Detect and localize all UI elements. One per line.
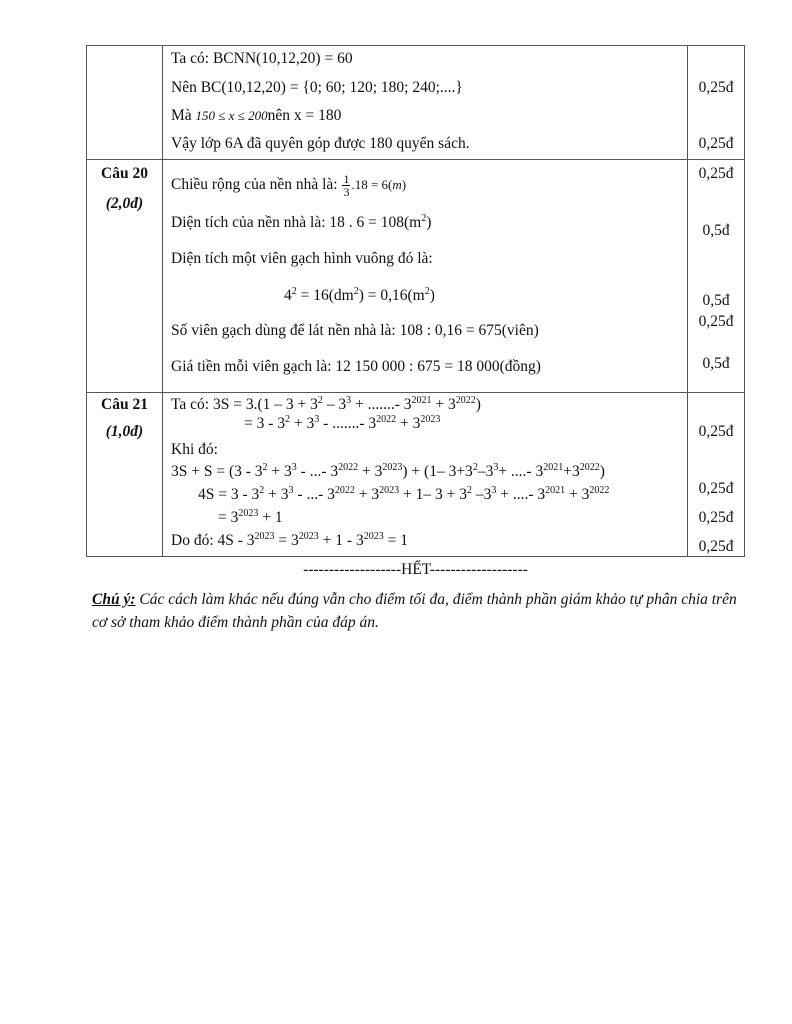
exponent: 2 [262,462,268,473]
question-21-label: Câu 21 [101,396,148,413]
r21-line-7 [171,532,408,550]
row-divider [87,392,744,393]
exponent: 2 [466,485,472,496]
end-line: -------------------HẾT------------------- [303,561,528,578]
r20-line-1: Chiều rộng của nền nhà là: $\frac{1}{3}$ .18 = 6(m) [171,172,407,199]
equation-text: + 3 [354,486,380,503]
equation-text: + 3 [290,415,315,432]
r20-line-2: Diện tích của nền nhà là: 18 . $6 = 108(m^2)$ [171,213,432,231]
equation-text: + 1 [258,509,283,526]
note-text: Các cách làm khác nếu đúng vẫn cho điểm tối đa, điểm thành phần giám khảo tự phân chia trên cơ sở tham khảo điểm thành phần của đáp án. [92,591,737,631]
r19-line-3: Mà 150 ≤ x ≤ 200nên x = 180 [171,107,342,124]
exponent: 3 [291,462,297,473]
r21-score-4: 0,25đ [698,538,734,555]
note-label: Chú ý: [92,591,136,608]
exponent: 3 [314,414,320,425]
exponent: 2023 [379,485,400,496]
equation-text: - ...- 3 [296,463,339,480]
r21-line-4 [171,463,605,481]
exponent: 2022 [338,462,359,473]
r19-score-2: 0,25đ [698,135,734,152]
exponent: 2022 [579,462,600,473]
equation-text: ) [599,463,605,480]
exponent: 3 [346,395,352,406]
r21-line-5 [198,486,609,504]
exponent: 2023 [254,531,275,542]
r20-score-5: 0,5đ [702,355,730,372]
r20-line-5: Số viên gạch dùng để lát nền nhà là: 108 : 0,16 = 675(viên) [171,322,539,339]
equation-text: = 3 [218,509,239,526]
column-divider [162,46,163,556]
exponent: 2 [285,414,291,425]
equation-text: – 3 [322,396,347,413]
r20-line-4: $4^2 = 16(dm^2) = 0,16(m^2)$ [284,286,435,304]
equation-text: - .......- 3 [319,415,377,432]
equation-text: = 3 [274,532,299,549]
question-20-label: Câu 20 [101,165,148,182]
r20-score-3: 0,5đ [702,292,730,309]
exponent: 2 [259,485,265,496]
equation-text: + 3 [431,396,456,413]
equation-text: + 1– 3 + 3 [399,486,467,503]
question-21-points: (1,0đ) [105,423,144,440]
equation-text: ) + (1– 3+3 [402,463,473,480]
equation-text: + 3 [396,415,421,432]
equation-text: + ....- 3 [498,463,544,480]
exponent: 2021 [411,395,432,406]
equation-text: 3S + S = (3 - 3 [171,463,263,480]
exponent: 2022 [589,485,610,496]
equation-text: + 3 [358,463,383,480]
equation-text: + .......- 3 [351,396,412,413]
r21-line-2 [244,415,440,433]
r19-line-2: Nên BC(10,12,20) = {0; 60; 120; 180; 240;....} [171,79,463,96]
equation-text: + 3 [267,463,292,480]
exponent: 2023 [420,414,441,425]
exponent: 3 [493,462,499,473]
row-divider [87,159,744,160]
exponent: 2023 [238,508,259,519]
equation-text: = 1 [383,532,408,549]
r19-line-1: Ta có: BCNN(10,12,20) = 60 [171,50,353,67]
answer-table [86,45,745,557]
equation-text: - ...- 3 [293,486,335,503]
r20-line-3: Diện tích một viên gạch hình vuông đó là: [171,250,433,267]
note-paragraph [92,588,752,634]
exponent: 2021 [543,462,564,473]
exponent: 2 [317,395,323,406]
equation-text: Ta có: 3S = 3.(1 – 3 + 3 [171,396,318,413]
r20-score-2: 0,5đ [702,222,730,239]
r20-score-1: 0,25đ [698,165,734,182]
equation-text: 4S = 3 - 3 [198,486,260,503]
r19-line-4: Vậy lớp 6A đã quyên góp được 180 quyển sách. [171,135,470,152]
r21-score-3: 0,25đ [698,509,734,526]
r21-score-2: 0,25đ [698,480,734,497]
r21-line-6 [218,509,283,527]
r19-score-1: 0,25đ [698,79,734,96]
exponent: 2023 [298,531,319,542]
equation-text: –3 [471,486,492,503]
r20-line-6: Giá tiền mỗi viên gạch là: 12 150 000 : 675 = 18 000(đồng) [171,358,541,375]
equation-text: = 3 - 3 [244,415,286,432]
equation-text: Do đó: 4S - 3 [171,532,255,549]
r21-score-1: 0,25đ [698,423,734,440]
exponent: 2 [472,462,478,473]
r21-line-1 [171,396,481,414]
equation-text: +3 [563,463,580,480]
exponent: 3 [288,485,294,496]
fraction-one-third: $\frac{1}{3}$ [343,172,350,199]
exponent: 3 [491,485,497,496]
equation-text: + 3 [264,486,289,503]
r20-score-4: 0,25đ [698,313,734,330]
equation-text: + 1 - 3 [318,532,364,549]
equation-text: + 3 [565,486,590,503]
question-20-points: (2,0đ) [105,195,144,212]
exponent: 2023 [363,531,384,542]
equation-text: –3 [477,463,494,480]
equation-text: + ....- 3 [496,486,546,503]
r21-line-3: Khi đó: [171,441,218,458]
exponent: 2023 [382,462,403,473]
exponent: 2022 [334,485,355,496]
exponent: 2022 [455,395,476,406]
exponent: 2022 [376,414,397,425]
equation-text: ) [475,396,481,413]
exponent: 2021 [545,485,566,496]
